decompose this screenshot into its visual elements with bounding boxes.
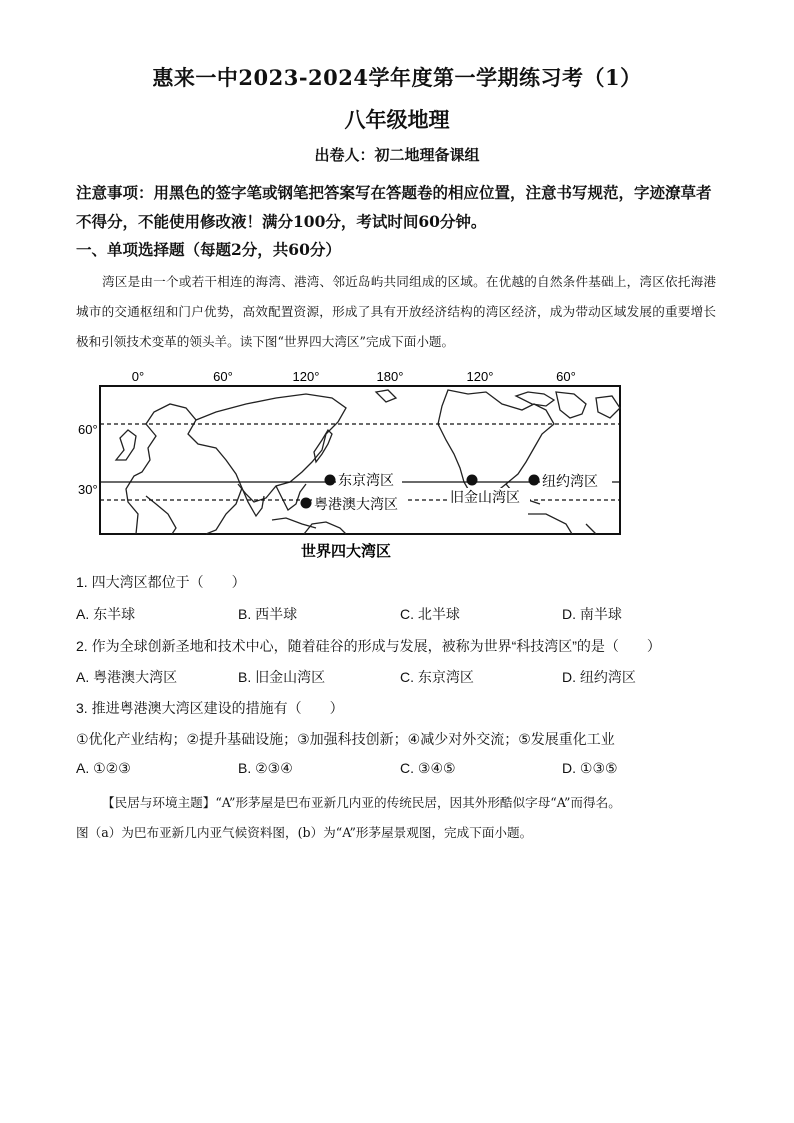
bay-label: 旧金山湾区 [450,489,520,505]
question-3-option-a[interactable]: A. ①②③ [76,760,131,776]
bay-label: 粤港澳大湾区 [314,496,398,512]
latitude-label: 30° [78,482,98,497]
question-2-option-a[interactable]: A. 粤港澳大湾区 [76,669,178,685]
question-2-option-b[interactable]: B. 旧金山湾区 [238,669,326,685]
question-3-stem: 3. 推进粤港澳大湾区建设的措施有（ ） [76,700,344,716]
map-caption: 世界四大湾区 [300,543,392,560]
ny-bay-marker [529,475,540,486]
bay-label: 东京湾区 [338,472,394,488]
longitude-label: 0° [131,369,145,384]
bay-label: 纽约湾区 [542,473,598,489]
sf-bay-marker [467,475,478,486]
exam-author: 出卷人：初二地理备课组 [314,146,480,164]
question-3-option-d[interactable]: D. ①③⑤ [562,760,618,776]
question-3-option-b[interactable]: B. ②③④ [238,760,293,776]
longitude-label: 180° [376,369,404,384]
longitude-label: 60° [556,369,576,384]
question-3-measures: ①优化产业结构；②提升基础设施；③加强科技创新；④减少对外交流；⑤发展重化工业 [76,731,615,747]
exam-subtitle: 八年级地理 [344,107,450,132]
longitude-label: 120° [466,369,494,384]
question-2-option-d[interactable]: D. 纽约湾区 [562,669,636,685]
longitude-label: 60° [213,369,233,384]
intro-2-line-1: 【民居与环境主题】“A”形茅屋是巴布亚新几内亚的传统民居，因其外形酷似字母“A”而得名。 [102,795,621,810]
section-heading: 一、单项选择题（每题2分，共60分） [76,240,341,259]
exam-title: 惠来一中2023-2024学年度第一学期练习考（1） [152,65,642,90]
question-2-stem: 2. 作为全球创新圣地和技术中心，随着硅谷的形成与发展，被称为世界“科技湾区”的是（ ） [76,638,661,654]
question-1-stem: 1. 四大湾区都位于（ ） [76,574,246,590]
question-1-option-d[interactable]: D. 南半球 [562,606,622,622]
tokyo-bay-marker [325,475,336,486]
question-2-option-c[interactable]: C. 东京湾区 [400,669,474,685]
world-bay-areas-map [76,364,636,564]
question-1-option-b[interactable]: B. 西半球 [238,606,298,622]
notice-text: 注意事项：用黑色的签字笔或钢笔把答案写在答题卷的相应位置，注意书写规范，字迹潦草者不得分，不能使用修改液！满分100分，考试时间60分钟。 [76,183,712,231]
latitude-label: 60° [78,422,98,437]
intro-paragraph-2 [76,788,716,848]
longitude-label: 120° [292,369,320,384]
question-1-option-c[interactable]: C. 北半球 [400,606,460,622]
gba-bay-marker [301,498,312,509]
question-3-option-c[interactable]: C. ③④⑤ [400,760,456,776]
question-1-option-a[interactable]: A. 东半球 [76,606,136,622]
intro-paragraph: 湾区是由一个或若干相连的海湾、港湾、邻近岛屿共同组成的区域。在优越的自然条件基础上，湾区依托海港城市的交通枢纽和门户优势，高效配置资源，形成了具有开放经济结构的湾区经济，成为带动区域发展的重要增长极和引领技术变革的领头羊。读下图“世界四大湾区”完成下面小题。 [76,274,716,349]
intro-2-line-2: 图（a）为巴布亚新几内亚气候资料图，(b）为“A”形茅屋景观图，完成下面小题。 [76,825,533,840]
